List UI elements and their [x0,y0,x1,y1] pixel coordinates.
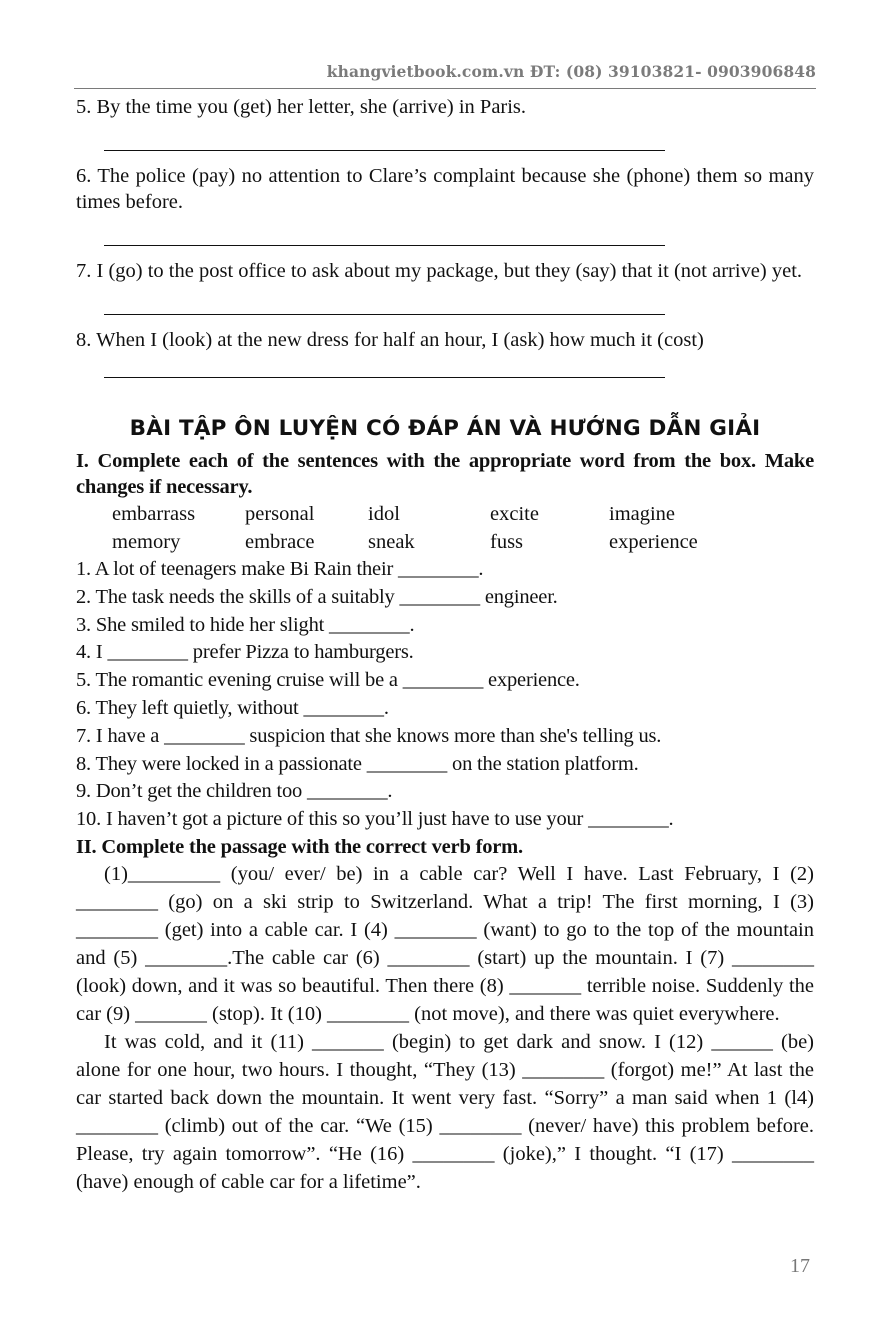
exercise-item: 8. When I (look) at the new dress for half an hour, I (ask) how much it (cost) [76,329,704,351]
section-title: BÀI TẬP ÔN LUYỆN CÓ ĐÁP ÁN VÀ HƯỚNG DẪN GIẢI [129,416,761,441]
sentence-item: 5. The romantic evening cruise will be a ________ experience. [76,669,580,692]
word-box-item: fuss [490,531,524,553]
word-box-item: experience [609,531,698,553]
sentence-item: 2. The task needs the skills of a suitably ________ engineer. [76,585,558,608]
word-box-item: embarrass [112,503,196,525]
section-2-heading: II. Complete the passage with the correct verb form. [76,835,523,858]
word-box-item: imagine [609,503,676,525]
exercise-item: 5. By the time you (get) her letter, she (arrive) in Paris. [76,96,527,118]
passage-paragraph: (1)_________ (you/ ever/ be) in a cable car? Well I have. Last February, I (2) ________ (go) on a ski strip to Switzerland. What a trip! The first morning, I (3) ________ (get) into a cable car. I (4) ________ (want) to go to the top of the mountain and (5) ________.The cable car (6) ________ (start) up the mountain. I (7) ________ (look) down, and it was so beautiful. Then there (8) _______ terrible noise. Suddenly the car (9) _______ (stop). It (10) ________ (not move), and there was quiet everywhere. [76,862,814,1025]
sentence-item: 3. She smiled to hide her slight ________. [76,613,415,636]
word-box-item: idol [368,503,400,525]
sentence-item: 1. A lot of teenagers make Bi Rain their ________. [76,558,484,580]
word-box [76,500,814,556]
word-box-item: sneak [368,531,415,553]
word-box-item: personal [245,503,315,525]
sentence-item: 8. They were locked in a passionate ________ on the station platform. [76,752,639,775]
page-number: 17 [790,1255,810,1277]
exercise-item: 6. The police (pay) no attention to Clare’s complaint because she (phone) them so many times before. [76,165,814,213]
sentence-item: 7. I have a ________ suspicion that she knows more than she's telling us. [76,724,662,747]
sentence-item: 6. They left quietly, without ________. [76,696,389,719]
word-box-item: embrace [245,531,315,553]
word-box-item: memory [112,531,181,553]
passage-paragraph: It was cold, and it (11) _______ (begin) to get dark and snow. I (12) ______ (be) alone for one hour, two hours. I thought, “They (13) ________ (forgot) me!” At last the car started back down the mountain. It went very fast. “Sorry” a man said when 1 (l4) ________ (climb) out of the car. “We (15) ________ (never/ have) this problem before. Please, try again tomorrow”. “He (16) ________ (joke),” I thought. “I (17) ________ (have) enough of cable car for a lifetime”. [76,1030,814,1193]
answer-line [104,377,665,378]
page-content [76,94,814,1196]
exercise-item: 7. I (go) to the post office to ask about my package, but they (say) that it (not arrive) yet. [76,260,803,282]
word-box-item: excite [490,503,539,525]
sentence-item: 4. I ________ prefer Pizza to hamburgers. [76,641,414,664]
page-header: khangvietbook.com.vn ĐT: (08) 39103821- 0903906848 [74,62,816,89]
section-1-heading: I. Complete each of the sentences with the appropriate word from the box. Make changes if necessary. [76,450,814,498]
sentence-item: 10. I haven’t got a picture of this so you’ll just have to use your ________. [76,808,674,831]
sentence-item: 9. Don’t get the children too ________. [76,780,393,803]
